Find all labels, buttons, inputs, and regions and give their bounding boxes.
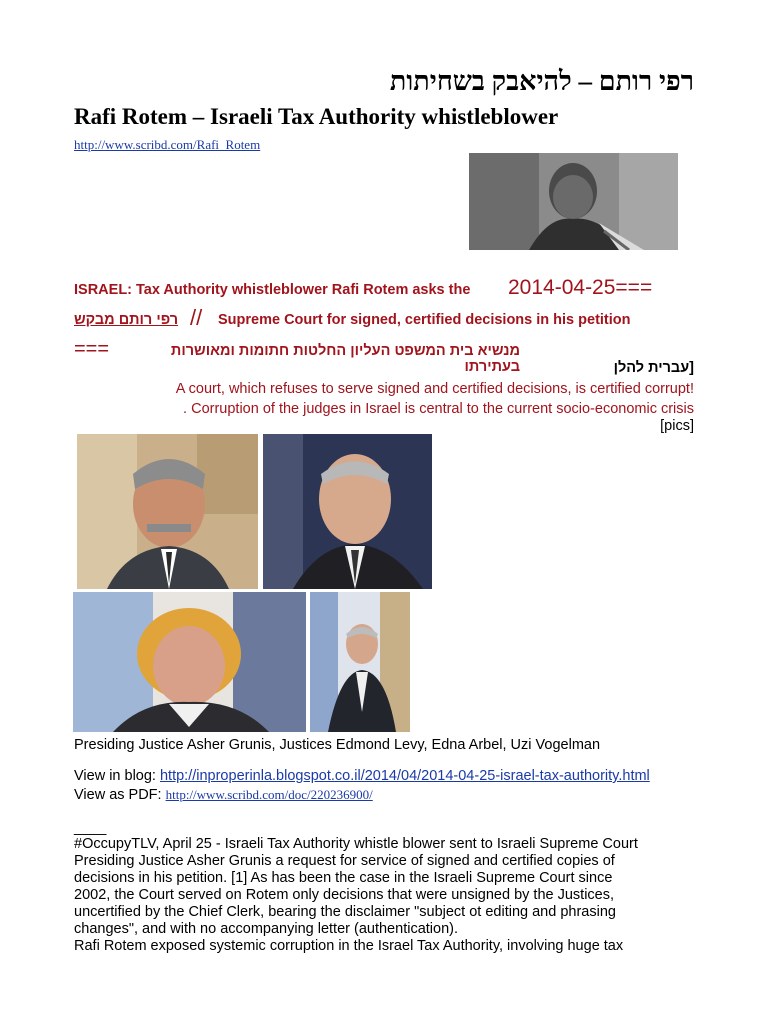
pdf-link-row <box>74 786 373 804</box>
announcement-line1: ISRAEL: Tax Authority whistleblower Rafi Rotem asks the <box>74 282 471 298</box>
scribd-link[interactable]: http://www.scribd.com/Rafi_Rotem <box>74 137 261 152</box>
justice-levy-photo <box>263 434 432 589</box>
article-line: changes", and with no accompanying letter (authentication). <box>74 921 458 937</box>
pics-note: [pics] <box>660 418 694 434</box>
hebrew-below-note: [עברית להלן <box>613 360 694 376</box>
blog-label: View in blog: <box>74 768 156 784</box>
pdf-link[interactable]: http://www.scribd.com/doc/220236900/ <box>165 787 373 802</box>
article-body <box>74 836 714 955</box>
announcement-line2-english: Supreme Court for signed, certified decisions in his petition <box>218 312 631 328</box>
announcement-line2-hebrew: רפי רותם מבקש <box>74 312 179 328</box>
corruption-crisis-line: . Corruption of the judges in Israel is central to the current socio-economic crisis <box>183 401 694 417</box>
justice-vogelman-photo <box>310 592 410 732</box>
article-separator: ____ <box>74 820 107 836</box>
page-title: Rafi Rotem – Israeli Tax Authority whistleblower <box>74 104 559 129</box>
article-line: #OccupyTLV, April 25 - Israeli Tax Authority whistle blower sent to Israeli Supreme Court <box>74 836 638 852</box>
blog-link-row <box>74 768 650 785</box>
justice-grunis-photo <box>77 434 258 589</box>
announcement-line3-prefix: === <box>74 338 110 360</box>
justices-caption: Presiding Justice Asher Grunis, Justices Edmond Levy, Edna Arbel, Uzi Vogelman <box>74 737 601 753</box>
article-line: decisions in his petition. [1] As has been the case in the Israeli Supreme Court since <box>74 870 613 886</box>
announcement-date: 2014-04-25=== <box>508 276 653 299</box>
announcement-line3-hebrew: מנשיא בית המשפט העליון החלטות חתומות ומאושרות בעתירתו <box>170 343 520 375</box>
article-line: 2002, the Court served on Rotem only decisions that were unsigned by the Justices, <box>74 887 615 903</box>
corrupt-court-line: A court, which refuses to serve signed and certified decisions, is certified corrupt! <box>175 381 694 397</box>
rafi-rotem-photo <box>469 153 678 250</box>
hebrew-title: רפי רותם – להיאבק בשחיתות <box>389 66 694 96</box>
article-line: uncertified by the Chief Clerk, bearing the disclaimer "subject ot editing and phrasing <box>74 904 616 920</box>
article-line: Rafi Rotem exposed systemic corruption in the Israel Tax Authority, involving huge tax <box>74 938 624 954</box>
justice-arbel-photo <box>73 592 306 732</box>
blog-link[interactable]: http://inproperinla.blogspot.co.il/2014/04/2014-04-25-israel-tax-authority.html <box>159 768 650 784</box>
announcement-separator: // <box>190 305 203 330</box>
article-line: Presiding Justice Asher Grunis a request for service of signed and certified copies of <box>74 853 615 869</box>
pdf-label: View as PDF: <box>74 787 162 803</box>
